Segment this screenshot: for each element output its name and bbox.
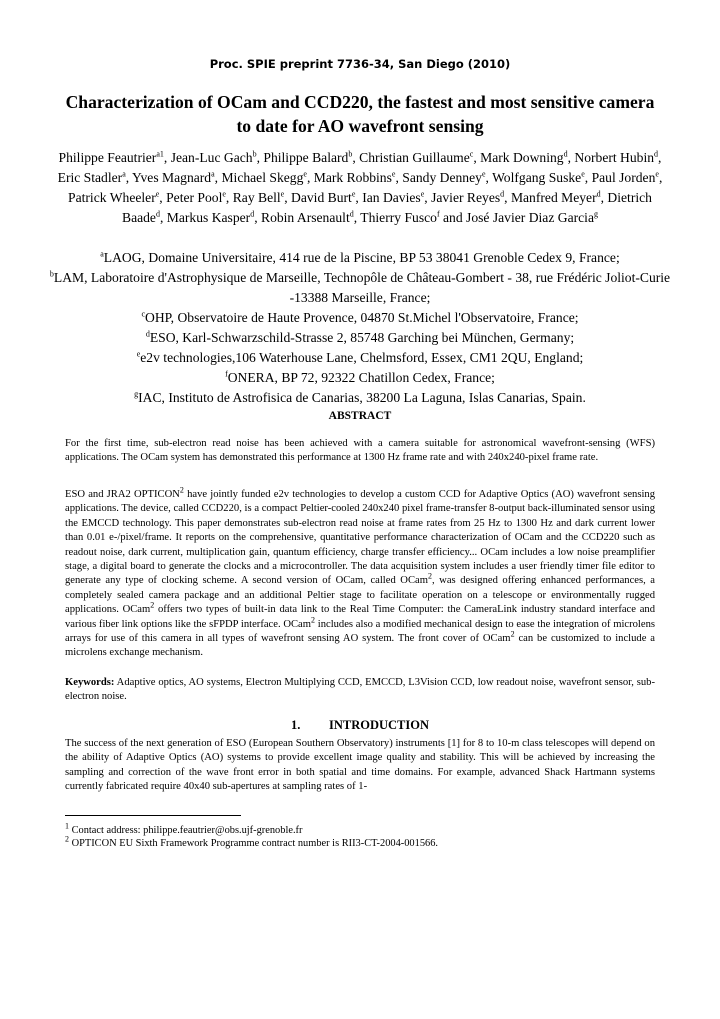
author-affiliation-mark: d — [250, 209, 255, 219]
affiliation: $^d$ESO, Karl-Schwarzschild-Strasse 2, 85748 Garching bei München, Germany; — [145, 329, 575, 345]
author-affiliation-mark: d — [349, 209, 354, 219]
author-name: Thierry Fusco — [360, 210, 437, 225]
author-name: Patrick Wheeler — [68, 190, 156, 205]
author-name: Eric Stadler — [57, 170, 123, 185]
author-affiliation-mark: e — [420, 189, 425, 199]
author-affiliation-mark: e — [155, 189, 160, 199]
author-name: Yves Magnard — [132, 170, 212, 185]
affiliation: $^e$e2v technologies,106 Waterhouse Lane, Chelmsford, Essex, CM1 2QU, England; — [136, 349, 584, 365]
paper-title: Characterization of OCam and CCD220, the fastest and most sensitive camera to date for AO wavefront sensing — [65, 92, 655, 136]
author-name: Norbert Hubin — [574, 150, 655, 165]
author-name: Paul Jorden — [591, 170, 656, 185]
affiliation: $^c$OHP, Observatoire de Haute Provence, 04870 St.Michel l'Observatoire, France; — [141, 309, 579, 325]
author-affiliation-mark: a1 — [156, 149, 164, 159]
author-affiliation-mark: g — [594, 209, 598, 219]
author-list: Philippe Feautrier$^{a1}$, Jean-Luc Gach$^b$, Philippe Balard$^b$, Christian Guillaume$^c$, Mark Downing$^d$, Norbert Hubin$^d$, Eric Stadler$^a$, Yves Magnard$^a$, Michael Skegg$^e$, Mark Robbins$^e$, Sandy Denney$^e$, Wolfgang Suske$^e$, Paul Jorden$^e$, Patrick Wheeler$^e$, Peter Pool$^e$, Ray Bell$^e$, David Burt$^e$, Ian Davies$^e$, Javier Reyes$^d$, Manfred Meyer$^d$, Dietrich Baade$^d$, Markus Kasper$^d$, Robin Arsenault$^d$, Thierry Fusco$^f$ and José Javier Diaz Garcia$^g$ — [57, 149, 663, 225]
author-name: Dietrich Baade — [122, 190, 652, 225]
author-affiliation-mark: e — [391, 169, 396, 179]
author-name: Philippe Feautrier — [58, 150, 157, 165]
author-name: Markus Kasper — [166, 210, 251, 225]
author-affiliation-mark: d — [654, 149, 659, 159]
author-affiliation-mark: f — [436, 209, 440, 219]
author-affiliation-mark: a — [211, 169, 215, 179]
keywords: Keywords: Adaptive optics, AO systems, Electron Multiplying CCD, EMCCD, L3Vision CCD, low readout noise, wavefront sensor, sub-electron noise. — [65, 677, 655, 703]
author-name: Robin Arsenault — [261, 210, 350, 225]
author-name: Sandy Denney — [402, 170, 482, 185]
author-name: Peter Pool — [166, 190, 223, 205]
affiliation: $^a$LAOG, Domaine Universitaire, 414 rue de la Piscine, BP 53 38041 Grenoble Cedex 9, France; — [100, 249, 620, 265]
keywords-label: Keywords: — [65, 677, 115, 688]
author-name: David Burt — [291, 190, 352, 205]
section-heading-introduction: 1. INTRODUCTION — [290, 718, 429, 732]
author-affiliation-mark: d — [596, 189, 601, 199]
author-affiliation-mark: d — [155, 209, 160, 219]
affiliation: $^b$LAM, Laboratoire d'Astrophysique de Marseille, Technopôle de Château-Gombert - 38, rue Frédéric Joliot-Curie -13388 Marseille, France; — [49, 269, 671, 305]
author-affiliation-mark: e — [481, 169, 486, 179]
author-affiliation-mark: d — [563, 149, 568, 159]
author-name: Mark Robbins — [313, 170, 392, 185]
affiliation-list — [48, 248, 672, 408]
affiliation: $^g$IAC, Instituto de Astrofisica de Canarias, 38200 La Laguna, Islas Canarias, Spain. — [134, 389, 586, 405]
author-name: Javier Reyes — [431, 190, 501, 205]
author-name: Christian Guillaume — [359, 150, 470, 165]
footnote-1: $^1$ Contact address: philippe.feautrier@obs.ujf-grenoble.fr — [65, 821, 303, 836]
author-affiliation-mark: a — [122, 169, 126, 179]
author-name: Jean-Luc Gach — [170, 150, 253, 165]
author-name: Michael Skegg — [221, 170, 304, 185]
abstract-paragraph-1: For the first time, sub-electron read noise has been achieved with a camera suitable for astronomical wavefront-sensing (WFS) applications. The OCam system has demonstrated this performance at 1300 Hz frame rate and with 240x240-pixel frame rate. — [65, 438, 655, 464]
footnote-2: $^2$ OPTICON EU Sixth Framework Programme contract number is RII3-CT-2004-001566. — [65, 834, 439, 849]
footnote-rule — [65, 815, 241, 816]
author-name: Mark Downing — [480, 150, 564, 165]
abstract-heading: ABSTRACT — [328, 410, 392, 422]
author-name: Philippe Balard — [263, 150, 349, 165]
author-name: and José Javier Diaz Garcia — [443, 210, 594, 225]
introduction-paragraph: The success of the next generation of ESO (European Southern Observatory) instruments [1] for 8 to 10-m class telescopes will depend on the ability of Adaptive Optics (AO) systems to provide excellent image quality and stability. This will be achieved by increasing the sampling and correction of the wave front error in both spatial and time domains. For example, advanced Shack Hartmann systems currently fabricated require 40x40 sub-apertures at sampling rates of 1- — [65, 738, 655, 793]
author-affiliation-mark: d — [500, 189, 505, 199]
author-affiliation-mark: e — [581, 169, 585, 179]
author-affiliation-mark: c — [469, 149, 474, 159]
affiliation: $^f$ONERA, BP 72, 92322 Chatillon Cedex, France; — [225, 369, 495, 385]
preprint-header: Proc. SPIE preprint 7736-34, San Diego (2010) — [209, 57, 511, 71]
author-affiliation-mark: b — [348, 149, 353, 159]
author-name: Ray Bell — [232, 190, 281, 205]
author-affiliation-mark: e — [303, 169, 307, 179]
author-affiliation-mark: b — [252, 149, 257, 159]
author-name: Manfred Meyer — [510, 190, 597, 205]
author-name: Ian Davies — [362, 190, 421, 205]
author-affiliation-mark: e — [655, 169, 659, 179]
author-name: Wolfgang Suske — [492, 170, 582, 185]
author-affiliation-mark: e — [351, 189, 356, 199]
abstract-paragraph-2: ESO and JRA2 OPTICON$^2$ have jointly funded e2v technologies to develop a custom CCD for Adaptive Optics (AO) wavefront sensing applications. The device, called CCD220, is a compact Peltier-cooled 240x240 pixel frame-transfer 8-output back-illuminated sensor using the EMCCD technology. This paper demonstrates sub-electron read noise at frame rates from 25 Hz to 1300 Hz and dark current lower than 0.01 e-/pixel/frame. It reports on the comprehensive, quantitative performance characterization of OCam and the CCD220 such as readout noise, dark current, multiplication gain, quantum efficiency, charge transfer efficiency... OCam includes a low noise preamplifier stage, a digital board to generate the clocks and a microcontroller. The data acquisition system includes a user friendly timer file editor to generate any type of clocking scheme. A second version of OCam, called OCam$^2$, was designed offering enhanced performances, a completely sealed camera package and an additional Peltier stage to facilitate operation on a telescope or environmentally rugged applications. OCam$^2$ offers two types of built-in data link to the Real Time Computer: the CameraLink industry standard interface and various fiber link options like the sFPDP interface. OCam$^2$ includes also a modified mechanical design to ease the integration of microlens arrays for use of this camera in all types of wavefront sensing AO system. The front cover of OCam$^2$ can be customized to include a microlens exchange mechanism. — [65, 485, 656, 659]
author-affiliation-mark: e — [222, 189, 226, 199]
author-affiliation-mark: e — [280, 189, 285, 199]
